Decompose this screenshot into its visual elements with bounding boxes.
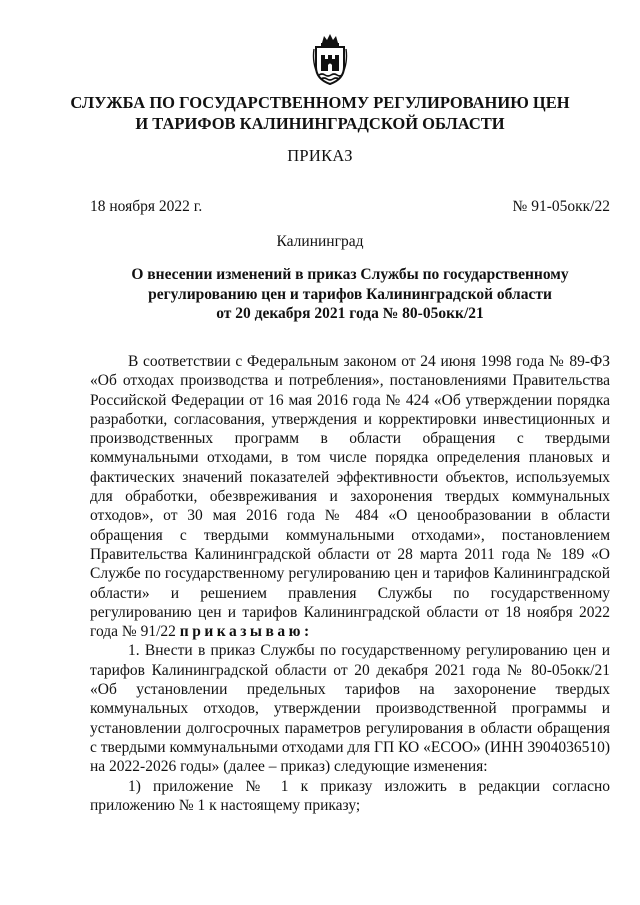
order-date: 18 ноября 2022 г. [90, 198, 203, 215]
agency-name [60, 92, 580, 134]
order-number: № 91-05окк/22 [512, 198, 610, 215]
agency-name-line-2: И ТАРИФОВ КАЛИНИНГРАДСКОЙ ОБЛАСТИ [135, 114, 505, 133]
subject-line-2: регулированию цен и тарифов Калининградской области [148, 285, 552, 303]
subitem-1-paragraph: 1) приложение № 1 к приказу изложить в редакции согласно приложению № 1 к настоящему приказу; [90, 777, 610, 814]
document-type: ПРИКАЗ [287, 146, 353, 165]
subject-line-1: О внесении изменений в приказ Службы по государственному [131, 266, 569, 283]
coat-of-arms-icon [310, 33, 350, 85]
order-body [90, 352, 610, 815]
agency-name-line-1: СЛУЖБА ПО ГОСУДАРСТВЕННОМУ РЕГУЛИРОВАНИЮ ЦЕН [70, 93, 570, 112]
issue-city: Калининград [276, 233, 364, 250]
preamble-paragraph [90, 352, 610, 641]
preamble-text: В соответствии с Федеральным законом от 24 июня 1998 года № 89-ФЗ «Об отходах производства и потребления», постановлениями Правительства Российской Федерации от 16 мая 2016 года № 424 «Об утверждении порядка разработки, согласования, утверждения и корректировки инвестиционных и производственных программ в области обращения с твердыми коммунальными отходами, в том числе порядка определения плановых и фактических значений показателей эффективности объектов, используемых для обработки, обезвреживания и захоронения твердых коммунальных отходов», от 30 мая 2016 года № 484 «О ценообразовании в области обращения с твердыми коммунальными отходами», постановлением Правительства Калининградской области от 28 марта 2011 года № 189 «О Службе по государственному регулированию цен и тарифов Калининградской области» и решением правления Службы по государственному регулированию цен и тарифов Калининградской области от 18 ноября 2022 года № 91/22 [90, 353, 610, 641]
order-directive: приказываю: [179, 623, 313, 641]
subject-line-3: от 20 декабря 2021 года № 80-05окк/21 [216, 305, 484, 322]
order-subject [90, 265, 610, 324]
item-1-paragraph: 1. Внести в приказ Службы по государственному регулированию цен и тарифов Калининградской области от 20 декабря 2021 года № 80-05окк/21 «Об установлении предельных тарифов на захоронение твердых коммунальных отходов, утверждении производственной программы и установлении долгосрочных параметров регулирования в области обращения с твердыми коммунальными отходами для ГП КО «ЕСОО» (ИНН 3904036510) на 2022-2026 годы» (далее – приказ) следующие изменения: [90, 642, 610, 776]
